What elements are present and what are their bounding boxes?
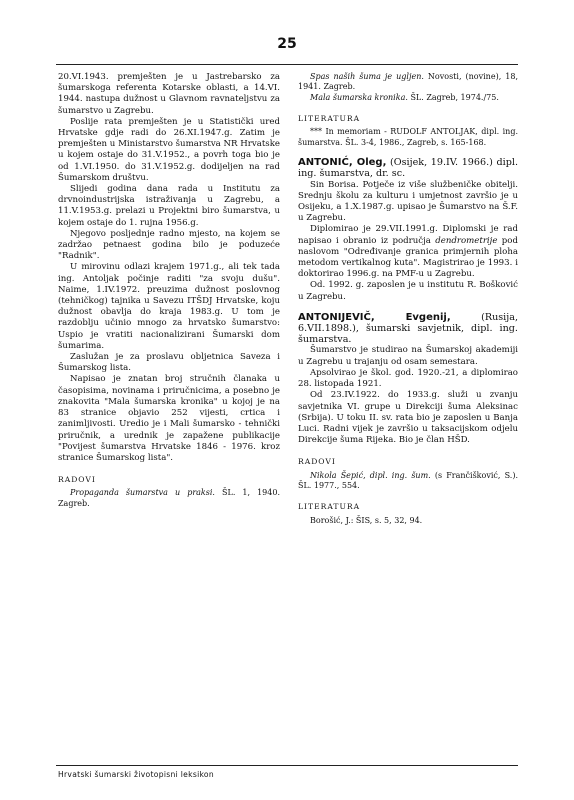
reference-details: (s Frančišković, S.). ŠL. 1977., 554. [298,470,518,490]
left-paragraph: Njegovo posljednje radno mjesto, na kojem se zadržao petnaest godina bilo je poduzeće "Radnik". [58,228,280,262]
entry-paragraph: Šumarstvo je studirao na Šumarskoj akademiji u Zagrebu u trajanju od osam semestara. [298,345,518,367]
left-paragraph: Poslije rata premješten je u Statistički ured Hrvatske gdje radi do 26.XI.1947.g. Zatim je premješten u Ministarstvo šumarstva NR Hrvatske u kojem ostaje do 31.V.1952., a povrh toga bio je od 1.VI.1950. do 31.V.1952.g. dodijeljen na rad Šumarskom društvu. [58,116,280,183]
reference-title: Mala šumarska kronika. [310,92,408,102]
entry-paragraph: Sin Borisa. Potječe iz više službeničke obitelji. Srednju školu za kulturu i umjetnost završio je u Osijeku, a 1.X.1987.g. upisao je Šumarstvo na Š.F. u Zagrebu. [298,179,518,224]
right-column [298,72,518,526]
reference-title: Propaganda šumarstva u praksi. [70,488,215,498]
left-paragraph: Napisao je znatan broj stručnih članaka u časopisima, novinama i priručnicima, a posebno je znakovita "Mala šumarska kronika" u kojoj je na 83 stranice objavio 252 vijesti, crtica i zanimljivosti. Uredio je i Mali šumarsko - tehnički priručnik, a urednik je zapažene publikacije "Povijest šumarstva Hrvatske 1846 - 1976. kroz stranice Šumarskog lista". [58,374,280,463]
reference-details: ŠL. Zagreb, 1974./75. [407,92,499,102]
radovi-reference [298,93,518,103]
reference-title: Nikola Šepić, dipl. ing. šum. [310,470,431,480]
reference-details: ŠL. 1, 1940. Zagreb. [58,488,280,508]
italic-term: dendrometrije [435,235,498,246]
left-paragraph: Zaslužan je za proslavu obljetnica Saveza i Šumarskog lista. [58,352,280,374]
entry-name: ANTONIĆ, Oleg, [298,157,387,169]
entry-heading-antonic [298,157,518,179]
left-paragraph: Slijedi godina dana rada u Institutu za drvnoindustrijska istraživanja u Zagrebu, a 11.V.1953.g. prelazi u Projektni biro šumarstva, u kojem ostaje do 1. rujna 1956.g. [58,184,280,228]
footer-text: Hrvatski šumarski životopisni leksikon [58,770,214,779]
entry-details: (Osijek, 19.IV. 1966.) dipl. ing. šumarstva, dr. sc. [298,157,519,180]
entry-paragraph: Od. 1992. g. zaposlen je u institutu R. Bošković u Zagrebu. [298,280,518,302]
entry-paragraph: Apsolvirao je škol. god. 1920.-21, a diplomirao 28. listopada 1921. [298,367,518,390]
radovi-reference [58,488,280,509]
reference-details: Novosti, (novine), 18, 1941. Zagreb. [298,72,518,92]
page-number: 25 [277,36,297,52]
radovi-label: RADOVI [298,457,336,467]
reference-title: Spas naših šuma je ugljen. [310,72,424,81]
entry-name: ANTONIJEVIČ, Evgenij, [298,311,451,323]
radovi-reference [298,471,518,492]
entry-paragraph: Diplomirao je 29.VII.1991.g. Diplomski je rad napisao i obranio iz područja dendrometrije pod naslovom "Određivanje granica primjernih ploha metodom vertikalnog kuta". Magistrirao je 1993. i doktorirao 1996.g. na PMF-u u Zagrebu. [298,224,518,280]
left-column [58,72,280,509]
literatura-label: LITERATURA [298,114,361,124]
radovi-reference [298,72,518,93]
entry-heading-antonijevic [298,312,518,346]
entry-paragraph: Od 23.IV.1922. do 1933.g. služi u zvanju savjetnika VI. grupe u Direkciji šuma Aleksinac (Srbija). U toku II. sv. rata bio je zaposlen u Banja Luci. Radni vijek je završio u taksacijskom odjelu Direkcije šuma Rijeka. Bio je član HŠD. [298,390,518,446]
radovi-label: RADOVI [58,475,96,485]
footer-rule [56,765,518,766]
literatura-reference: *** In memoriam - RUDOLF ANTOLJAK, dipl. ing. šumarstva. ŠL. 3-4, 1986., Zagreb, s. 165-168. [298,127,518,147]
header-rule [56,64,518,65]
left-paragraph: 20.VI.1943. premješten je u Jastrebarsko za šumarskoga referenta Kotarske oblasti, a 14.VI. 1944. nastupa dužnost u Glavnom ravnateljstvu za šumarstvo u Zagrebu. [58,72,280,116]
literatura-label: LITERATURA [298,502,361,512]
literatura-reference: Borošić, J.: ŠIS, s. 5, 32, 94. [310,515,423,525]
left-paragraph: U mirovinu odlazi krajem 1971.g., ali tek tada ing. Antoljak počinje raditi "za svoju dušu". Naime, 1.IV.1972. preuzima dužnost poslovnog (tehničkog) tajnika u Savezu ITŠDJ Hrvatske, koju dužnost obavlja do kraja 1983.g. U tom je razdoblju učinio mnogo za hrvatsko šumarstvo: Uspio je vratiti nacionalizirani Šumarski dom šumarima. [58,262,280,351]
entry-details: (Rusija, 6.VII.1898.), šumarski savjetnik, dipl. ing. šumarstva. [298,311,518,346]
